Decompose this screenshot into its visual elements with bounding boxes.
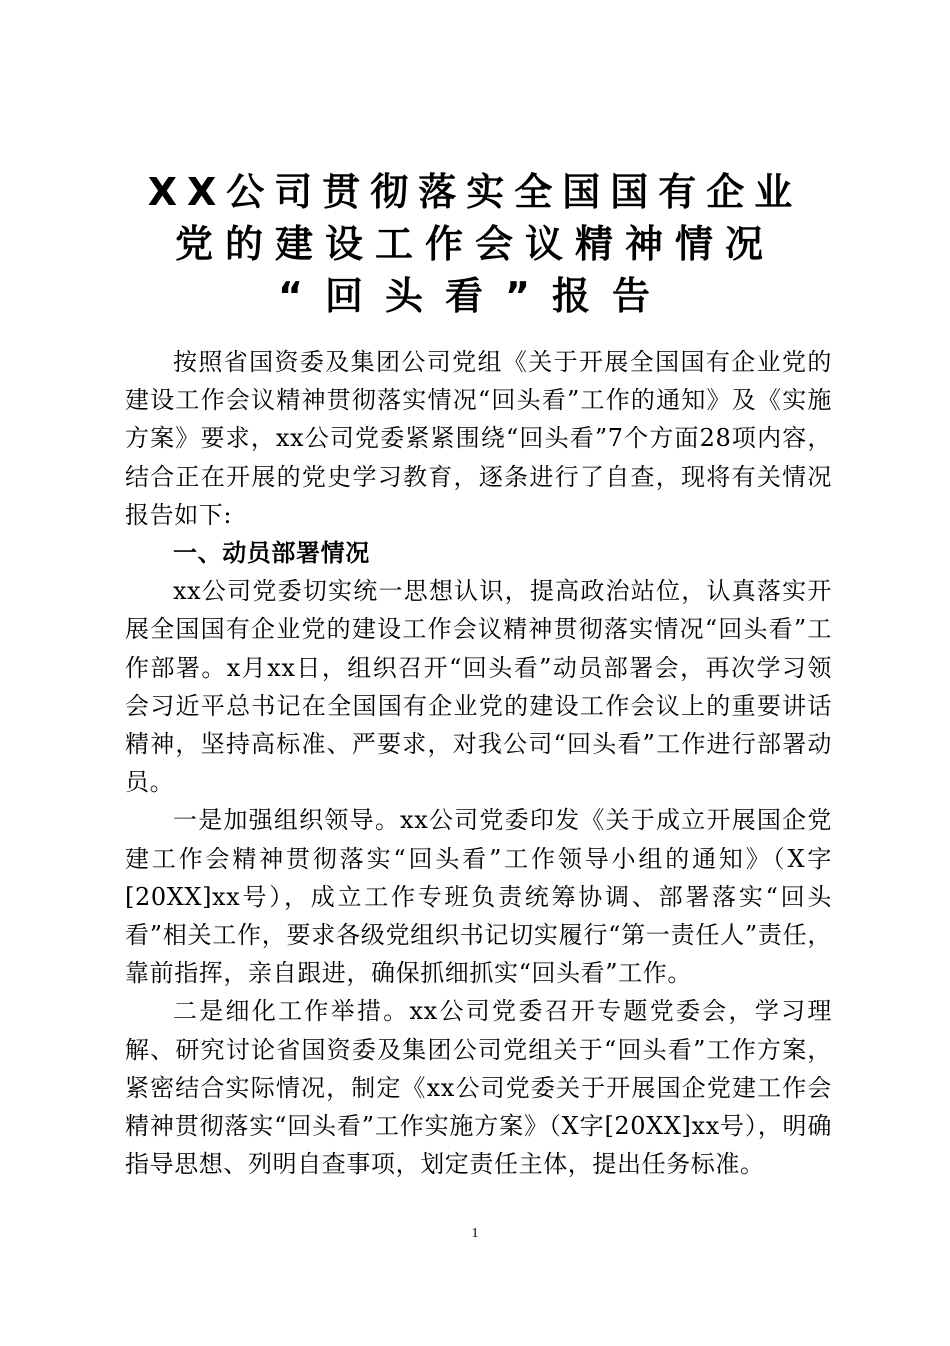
body-paragraph: 二是细化工作举措。xx公司党委召开专题党委会，学习理解、研究讨论省国资委及集团公司党组关于“回头看”工作方案，紧密结合实际情况，制定《xx公司党委关于开展国企党建工作会精神贯彻落实“回头看”工作实施方案》（X字[20XX]xx号），明确指导思想、列明自查事项，划定责任主体，提出任务标准。 bbox=[125, 997, 832, 1179]
title-line-1: XX公司贯彻落实全国国有企业 bbox=[147, 170, 803, 214]
title-line-3: “回头看”报告 bbox=[278, 274, 672, 318]
page-number: 1 bbox=[471, 1226, 479, 1241]
body-paragraph: xx公司党委切实统一思想认识，提高政治站位，认真落实开展全国国有企业党的建设工作会议精神贯彻落实情况“回头看”工作部署。x月xx日，组织召开“回头看”动员部署会，再次学习领会习近平总书记在全国国有企业党的建设工作会议上的重要讲话精神，坚持高标准、严要求，对我公司“回头看”工作进行部署动员。 bbox=[125, 577, 832, 797]
document-title bbox=[100, 166, 850, 322]
intro-paragraph: 按照省国资委及集团公司党组《关于开展全国国有企业党的建设工作会议精神贯彻落实情况“回头看”工作的通知》及《实施方案》要求，xx公司党委紧紧围绕“回头看”7个方面28项内容，结合正在开展的党史学习教育，逐条进行了自查，现将有关情况报告如下: bbox=[125, 348, 832, 529]
body-paragraph: 一是加强组织领导。xx公司党委印发《关于成立开展国企党建工作会精神贯彻落实“回头看”工作领导小组的通知》（X字[20XX]xx号），成立工作专班负责统筹协调、部署落实“回头看”相关工作，要求各级党组织书记切实履行“第一责任人”责任，靠前指挥，亲自跟进，确保抓细抓实“回头看”工作。 bbox=[125, 806, 832, 988]
section-heading: 一、动员部署情况 bbox=[173, 539, 370, 568]
document-body bbox=[125, 343, 832, 1183]
title-line-2: 党的建设工作会议精神情况 bbox=[174, 222, 775, 266]
